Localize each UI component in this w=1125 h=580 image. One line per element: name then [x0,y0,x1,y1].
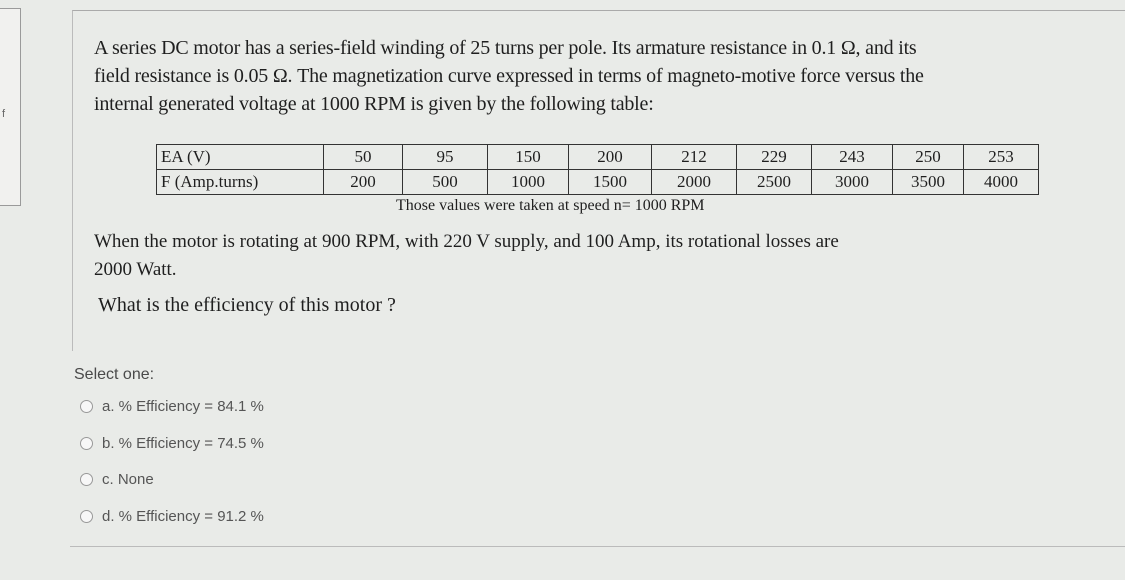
mmf-cell: 1000 [488,170,569,195]
left-panel-edge [0,8,21,206]
mmf-header: F (Amp.turns) [157,170,324,195]
left-edge-mark: f [2,108,6,120]
radio-button[interactable] [80,437,93,450]
mmf-cell: 1500 [569,170,652,195]
ea-cell: 253 [964,145,1039,170]
ea-cell: 250 [893,145,964,170]
select-one-label: Select one: [74,366,155,383]
mmf-cell: 500 [403,170,488,195]
option-d[interactable] [80,506,264,526]
mmf-cell: 3000 [812,170,893,195]
radio-button[interactable] [80,473,93,486]
problem-statement [94,34,1094,118]
ea-cell: 50 [324,145,403,170]
table-caption: Those values were taken at speed n= 1000 RPM [396,197,705,214]
option-label[interactable]: a. % Efficiency = 84.1 % [102,397,264,415]
ea-cell: 200 [569,145,652,170]
ea-cell: 95 [403,145,488,170]
ea-cell: 243 [812,145,893,170]
problem-line-2: field resistance is 0.05 Ω. The magnetization curve expressed in terms of magneto-motive force versus the [94,65,924,87]
option-label[interactable]: d. % Efficiency = 91.2 % [102,507,264,525]
radio-button[interactable] [80,400,93,413]
ea-row [157,145,1039,170]
conditions-line-1: When the motor is rotating at 900 RPM, with 220 V supply, and 100 Amp, its rotational losses are [94,231,839,252]
operating-conditions [94,228,1094,284]
mmf-cell: 3500 [893,170,964,195]
problem-line-3: internal generated voltage at 1000 RPM is given by the following table: [94,93,654,115]
option-label[interactable]: b. % Efficiency = 74.5 % [102,434,264,452]
ea-cell: 229 [737,145,812,170]
magnetization-table [156,144,1039,195]
option-c[interactable] [80,469,154,489]
ea-header: EA (V) [157,145,324,170]
ea-cell: 150 [488,145,569,170]
radio-button[interactable] [80,510,93,523]
option-b[interactable] [80,433,264,453]
ea-cell: 212 [652,145,737,170]
mmf-cell: 4000 [964,170,1039,195]
divider [70,546,1125,547]
option-a[interactable] [80,396,264,416]
mmf-cell: 2500 [737,170,812,195]
mmf-row [157,170,1039,195]
mmf-cell: 200 [324,170,403,195]
conditions-line-2: 2000 Watt. [94,259,177,280]
problem-line-1: A series DC motor has a series-field winding of 25 turns per pole. Its armature resistance in 0.1 Ω, and its [94,37,917,59]
option-label[interactable]: c. None [102,470,154,488]
mmf-cell: 2000 [652,170,737,195]
question-text: What is the efficiency of this motor ? [98,294,396,316]
